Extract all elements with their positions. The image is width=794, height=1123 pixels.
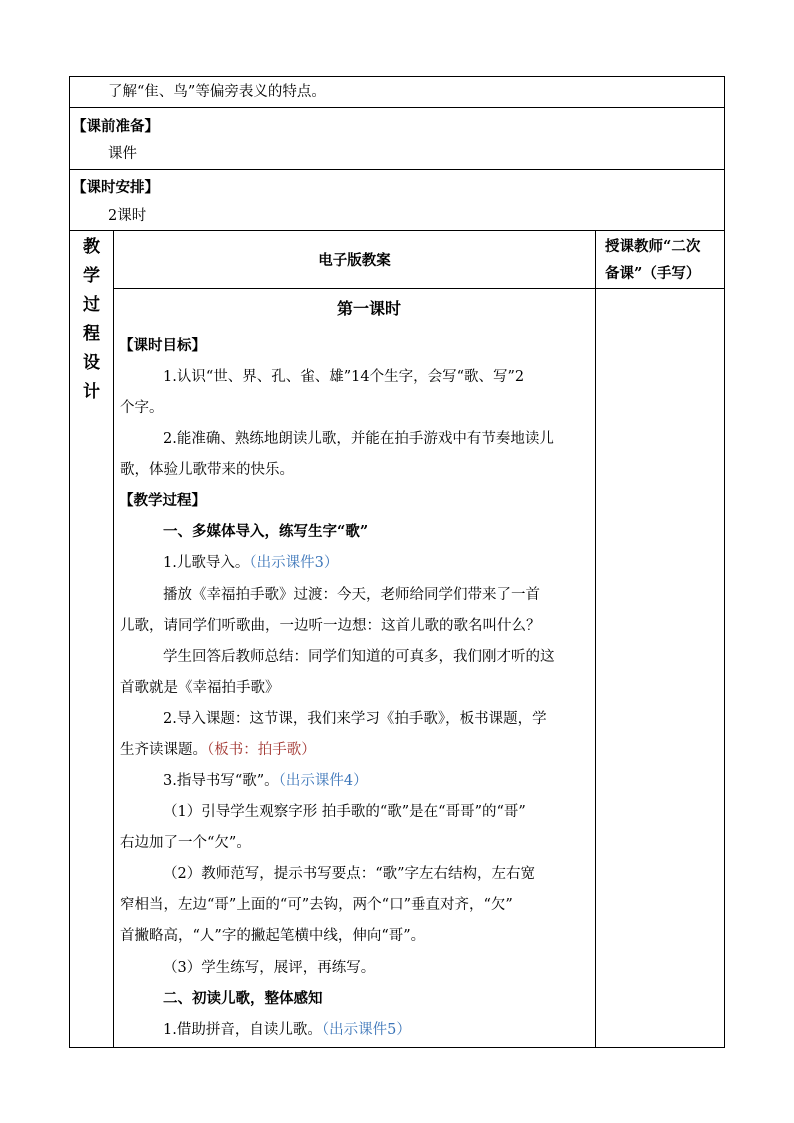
paragraph-1-line-2: 儿歌，请同学们听歌曲，一边听一边想：这首儿歌的歌名叫什么？ [120,618,541,634]
column-divider-side [113,230,114,1048]
sub-step-2-line-3: 首撇略高，“人”字的撇起笔横中线，伸向“哥”。 [120,928,426,944]
sub-step-1-line-2: 右边加了一个“欠”。 [120,835,251,851]
step-2-line-1: 2.导入课题：这节课，我们来学习《拍手歌》，板书课题，学 [163,711,547,727]
sub-step-2-line-1: （2）教师范写，提示书写要点：“歌”字左右结构，左右宽 [163,866,536,882]
table-border-right [724,76,725,1048]
notes-column-header-line1: 授课教师“二次 [605,238,701,255]
notes-column-header-line2: 备课”（手写） [605,265,701,282]
column-divider-notes [595,230,596,1048]
preparation-content: 课件 [108,146,137,162]
paragraph-1-line-1: 播放《幸福拍手歌》过渡：今天，老师给同学们带来了一首 [163,587,540,603]
paragraph-2-line-2: 首歌就是《幸福拍手歌》 [120,680,280,696]
schedule-heading: 【课时安排】 [72,179,159,196]
sub-step-3: （3）学生练写，展评，再练写。 [163,960,376,976]
goal-1-line-2: 个字。 [120,400,164,416]
section-2-heading: 二、初读儿歌，整体感知 [163,990,323,1007]
step-3-text: 3.指导书写“歌”。 [163,773,279,789]
goal-2-line-2: 歌，体验儿歌带来的快乐。 [120,462,294,478]
step-2-board-note: （板书：拍手歌） [207,742,316,758]
step-1 [163,553,338,573]
side-label-char: 过 [83,295,100,315]
objective-text: 了解“隹、鸟”等偏旁表义的特点。 [108,84,326,100]
main-column-header: 电子版教案 [318,252,391,269]
side-label [70,233,113,407]
schedule-content: 2课时 [108,208,147,224]
lesson-title: 第一课时 [336,299,401,318]
step-2-line-2 [120,740,316,760]
goals-heading: 【课时目标】 [119,337,206,354]
row-divider [69,230,725,231]
section-1-heading: 一、多媒体导入，练写生字“歌” [163,523,369,540]
side-label-char: 教 [83,237,100,257]
sub-step-2-line-2: 窄相当，左边“哥”上面的“可”去钩，两个“口”垂直对齐，“欠” [120,897,513,913]
paragraph-2-line-1: 学生回答后教师总结：同学们知道的可真多，我们刚才听的这 [163,649,555,665]
row-divider [69,169,725,170]
row-divider [69,107,725,108]
step-4-courseware-note: （出示课件5） [321,1022,411,1038]
step-3 [163,771,368,791]
table-border-bottom [69,1047,725,1048]
step-4 [163,1020,411,1040]
process-heading: 【教学过程】 [119,492,206,509]
step-1-text: 1.儿歌导入。 [163,555,250,571]
side-label-char: 设 [83,353,100,373]
side-label-char: 学 [83,266,100,286]
step-1-courseware-note: （出示课件3） [249,555,339,571]
goal-2-line-1: 2.能准确、熟练地朗读儿歌，并能在拍手游戏中有节奏地读儿 [163,431,554,447]
sub-step-1-line-1: （1）引导学生观察字形 拍手歌的“歌”是在“哥哥”的“哥” [163,804,526,820]
side-label-char: 程 [83,324,100,344]
goal-1-line-1: 1.认识“世、界、孔、雀、雄”14个生字，会写“歌、写”2 [163,369,525,385]
step-3-courseware-note: （出示课件4） [278,773,368,789]
preparation-heading: 【课前准备】 [72,118,159,135]
table-border-top [69,76,725,77]
side-label-char: 计 [83,382,100,402]
step-4-text: 1.借助拼音，自读儿歌。 [163,1022,322,1038]
step-2-text: 生齐读课题。 [120,742,207,758]
header-divider [114,288,725,289]
table-border-left [69,76,70,1048]
